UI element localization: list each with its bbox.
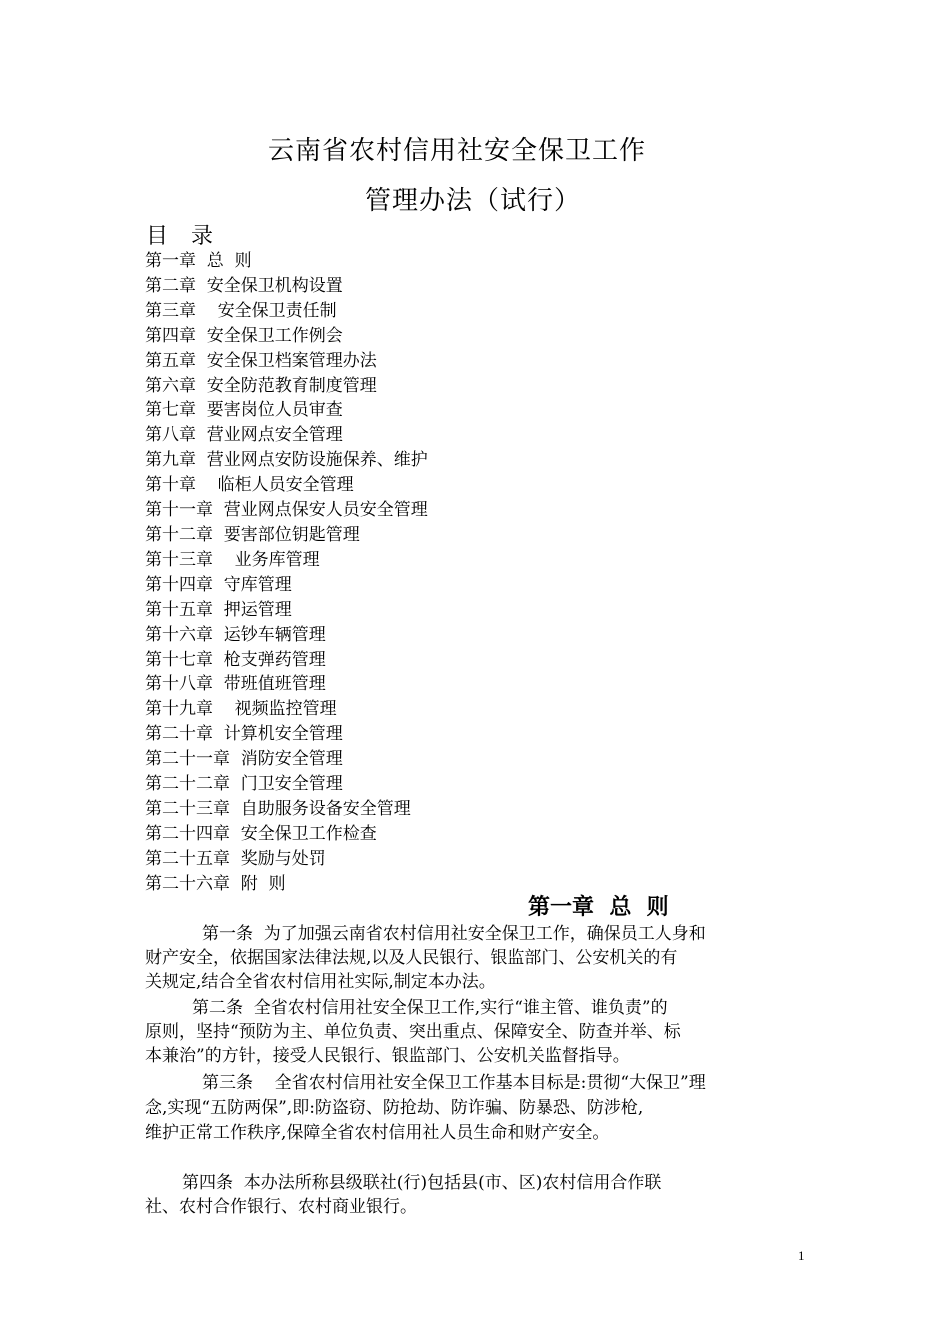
toc-item: 第三章 安全保卫责任制 <box>145 300 337 321</box>
page-number: 1 <box>798 1248 805 1263</box>
toc-item: 第一章 总 则 <box>145 251 252 271</box>
toc-item: 第四章 安全保卫工作例会 <box>145 325 343 346</box>
article-1-line: 财产安全，依据国家法律法规,以及人民银行、银监部门、公安机关的有 <box>145 948 678 968</box>
toc-item: 第二十章 计算机安全管理 <box>145 724 343 745</box>
toc-item: 第十二章 要害部位钥匙管理 <box>145 524 360 545</box>
toc-item: 第二十五章 奖励与处罚 <box>145 848 326 869</box>
toc-item: 第十五章 押运管理 <box>145 599 292 620</box>
toc-item: 第二十三章 自助服务设备安全管理 <box>145 798 411 819</box>
chapter-heading: 第一章 总 则 <box>528 895 669 920</box>
toc-item: 第十三章 业务库管理 <box>145 549 320 570</box>
toc-item: 第二十二章 门卫安全管理 <box>145 774 343 795</box>
article-1-line: 关规定,结合全省农村信用社实际,制定本办法。 <box>145 972 496 992</box>
toc-item: 第二十四章 安全保卫工作检查 <box>145 823 377 844</box>
toc-item: 第二十一章 消防安全管理 <box>145 749 343 770</box>
toc-item: 第十章 临柜人员安全管理 <box>145 475 354 496</box>
toc-item: 第十八章 带班值班管理 <box>145 674 326 695</box>
toc-item: 第六章 安全防范教育制度管理 <box>145 375 377 396</box>
article-3-line: 维护正常工作秩序,保障全省农村信用社人员生命和财产安全。 <box>145 1123 610 1143</box>
article-4-line: 第四条 本办法所称县级联社(行)包括县(市、区)农村信用合作联 <box>182 1173 662 1193</box>
toc-item: 第十四章 守库管理 <box>145 574 292 595</box>
toc-item: 第五章 安全保卫档案管理办法 <box>145 350 377 371</box>
toc-item: 第十九章 视频监控管理 <box>145 699 337 720</box>
article-1-line: 第一条 为了加强云南省农村信用社安全保卫工作，确保员工人身和 <box>202 924 706 944</box>
toc-item: 第十七章 枪支弹药管理 <box>145 649 326 670</box>
toc-item: 第七章 要害岗位人员审查 <box>145 400 343 421</box>
table-of-contents <box>145 249 428 897</box>
article-2-line: 本兼治”的方针，接受人民银行、银监部门、公安机关监督指导。 <box>145 1046 630 1066</box>
article-3-line: 第三条 全省农村信用社安全保卫工作基本目标是:贯彻“大保卫”理 <box>202 1073 706 1093</box>
toc-item: 第十一章 营业网点保安人员安全管理 <box>145 500 428 521</box>
article-4-line: 社、农村合作银行、农村商业银行。 <box>145 1197 417 1217</box>
document-title-line1: 云南省农村信用社安全保卫工作 <box>267 136 646 166</box>
document-title-line2: 管理办法（试行） <box>364 186 581 216</box>
toc-item: 第二章 安全保卫机构设置 <box>145 275 343 296</box>
article-2-line: 原则，坚持“预防为主、单位负责、突出重点、保障安全、防查并举、标 <box>145 1022 681 1042</box>
article-2-line: 第二条 全省农村信用社安全保卫工作,实行“谁主管、谁负责”的 <box>192 998 668 1018</box>
toc-item: 第九章 营业网点安防设施保养、维护 <box>145 450 428 471</box>
toc-heading: 目 录 <box>146 224 221 249</box>
article-3-line: 念,实现“五防两保”,即:防盗窃、防抢劫、防诈骗、防暴恐、防涉枪, <box>145 1098 644 1118</box>
toc-item: 第二十六章 附 则 <box>145 873 286 894</box>
toc-item: 第八章 营业网点安全管理 <box>145 425 343 446</box>
toc-item: 第十六章 运钞车辆管理 <box>145 624 326 645</box>
